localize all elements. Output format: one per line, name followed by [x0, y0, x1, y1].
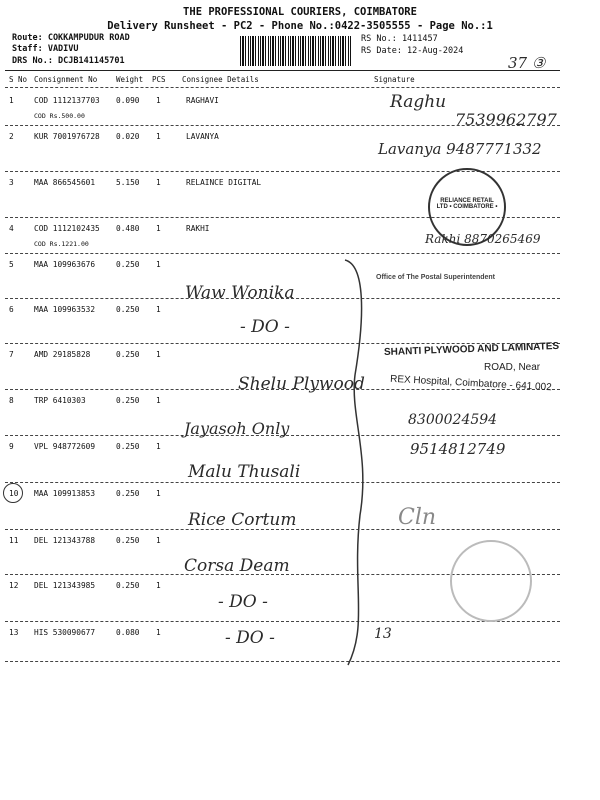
row-consignment: COD 1112137703: [34, 96, 100, 105]
row-weight: 0.250: [116, 350, 140, 359]
consignee-8-handwritten: Jayasoh Only: [184, 419, 290, 438]
consignee-10-handwritten: Rice Cortum: [188, 510, 297, 530]
row-sno: 6: [9, 305, 14, 314]
route: Route: COKKAMPUDUR ROAD: [12, 33, 130, 43]
row-weight: 0.250: [116, 536, 140, 545]
row-divider: [5, 482, 560, 483]
consignee-9-handwritten: Malu Thusali: [188, 462, 301, 482]
row-consignment: MAA 109963532: [34, 305, 96, 314]
row-consignment: VPL 948772609: [34, 442, 96, 451]
row-weight: 0.250: [116, 489, 140, 498]
row-consignment: COD 1112102435: [34, 224, 100, 233]
faded-seal: [450, 540, 532, 622]
header-rule-bottom: [5, 87, 560, 88]
row-sno: 8: [9, 396, 14, 405]
page-handwritten-mark: 37 ③: [508, 54, 546, 72]
reliance-seal-text: RELIANCE RETAIL LTD • COIMBATORE •: [436, 198, 498, 210]
row-sno: 13: [9, 628, 19, 637]
row-weight: 0.080: [116, 628, 140, 637]
row-sno: 3: [9, 178, 14, 187]
consignee-13-handwritten: - DO -: [225, 628, 275, 648]
row-pcs: 1: [156, 536, 161, 545]
row-sno: 5: [9, 260, 14, 269]
row-weight: 0.020: [116, 132, 140, 141]
row-pcs: 1: [156, 305, 161, 314]
row-cod-note: COD Rs.500.00: [34, 112, 85, 120]
row-consignment: TRP 6410303: [34, 396, 86, 405]
staff: Staff: VADIVU: [12, 44, 79, 54]
row-consignment: AMD 29185828: [34, 350, 91, 359]
row-sno: 9: [9, 442, 14, 451]
row-consignment: DEL 121343985: [34, 581, 96, 590]
consignee-12-handwritten: - DO -: [218, 592, 268, 612]
row-consignment: MAA 109963676: [34, 260, 96, 269]
row-sno: 10: [9, 489, 19, 498]
row-consignment: MAA 109913853: [34, 489, 96, 498]
row-sno: 7: [9, 350, 14, 359]
barcode: [240, 36, 352, 66]
phone-1: 7539962797: [455, 110, 557, 129]
row-weight: 0.250: [116, 442, 140, 451]
signature-2: Lavanya 9487771332: [378, 140, 542, 158]
row-pcs: 1: [156, 178, 161, 187]
post-office-stamp: Office of The Postal Superintendent: [376, 274, 496, 281]
row-weight: 0.250: [116, 581, 140, 590]
bracket-count-mark: 13: [374, 626, 392, 642]
row-consignment: KUR 7001976728: [34, 132, 100, 141]
col-consignee: Consignee Details: [182, 75, 259, 84]
phone-9: 9514812749: [410, 440, 506, 458]
consignee-5-handwritten: Waw Wonika: [185, 283, 295, 303]
row-weight: 5.150: [116, 178, 140, 187]
row-weight: 0.480: [116, 224, 140, 233]
row-pcs: 1: [156, 224, 161, 233]
runsheet-subtitle: Delivery Runsheet - PC2 - Phone No.:0422-3505555 - Page No.:1: [107, 20, 493, 32]
row-sno: 12: [9, 581, 19, 590]
row-weight: 0.250: [116, 305, 140, 314]
company-title: THE PROFESSIONAL COURIERS, COIMBATORE: [183, 6, 417, 18]
row-cod-note: COD Rs.1221.00: [34, 240, 89, 248]
row-pcs: 1: [156, 132, 161, 141]
row-divider: [5, 253, 560, 254]
phone-8: 8300024594: [408, 412, 498, 428]
shanti-stamp-address-2: REX Hospital, Coimbatore - 641 002: [389, 373, 552, 394]
consignee-11-handwritten: Corsa Deam: [184, 556, 290, 576]
col-weight: Weight: [116, 75, 144, 84]
row-weight: 0.090: [116, 96, 140, 105]
row-sno: 11: [9, 536, 19, 545]
signature-4: Rakhi 8870265469: [425, 232, 541, 246]
consignee-6-handwritten: - DO -: [240, 317, 290, 337]
row-consignee: LAVANYA: [186, 132, 219, 141]
col-consignment: Consignment No: [34, 75, 98, 84]
row-pcs: 1: [156, 396, 161, 405]
row-consignee: RAGHAVI: [186, 96, 219, 105]
drs-number: DRS No.: DCJB141145701: [12, 56, 125, 66]
row-weight: 0.250: [116, 396, 140, 405]
header-rule-top: [5, 70, 560, 71]
rs-number: RS No.: 1411457: [361, 34, 438, 44]
col-sno: S No: [9, 75, 28, 84]
signature-1: Raghu: [390, 92, 447, 112]
row-consignment: DEL 121343788: [34, 536, 96, 545]
row-sno: 1: [9, 96, 14, 105]
row-weight: 0.250: [116, 260, 140, 269]
row-pcs: 1: [156, 581, 161, 590]
row-divider: [5, 621, 560, 622]
row-pcs: 1: [156, 628, 161, 637]
row-pcs: 1: [156, 489, 161, 498]
row-consignee: RELAINCE DIGITAL: [186, 178, 262, 187]
col-pcs: PCS: [152, 75, 166, 84]
row-sno: 2: [9, 132, 14, 141]
consignee-7-handwritten: Shelu Plywood: [238, 374, 365, 394]
row-pcs: 1: [156, 442, 161, 451]
sno-circle-mark: [3, 483, 23, 503]
row-sno: 4: [9, 224, 14, 233]
shanti-stamp-address-1: ROAD, Near: [484, 362, 541, 373]
row-pcs: 1: [156, 350, 161, 359]
row-pcs: 1: [156, 96, 161, 105]
row-divider: [5, 661, 560, 662]
row-consignee: RAKHI: [186, 224, 210, 233]
rs-date: RS Date: 12-Aug-2024: [361, 46, 464, 56]
row-group-bracket: [340, 255, 380, 675]
row-pcs: 1: [156, 260, 161, 269]
col-signature: Signature: [374, 75, 415, 84]
signature-10: Cln: [398, 505, 437, 530]
shanti-stamp-name: SHANTI PLYWOOD AND LAMINATES: [383, 340, 560, 359]
row-consignment: HIS 530090677: [34, 628, 96, 637]
row-consignment: MAA 866545601: [34, 178, 96, 187]
